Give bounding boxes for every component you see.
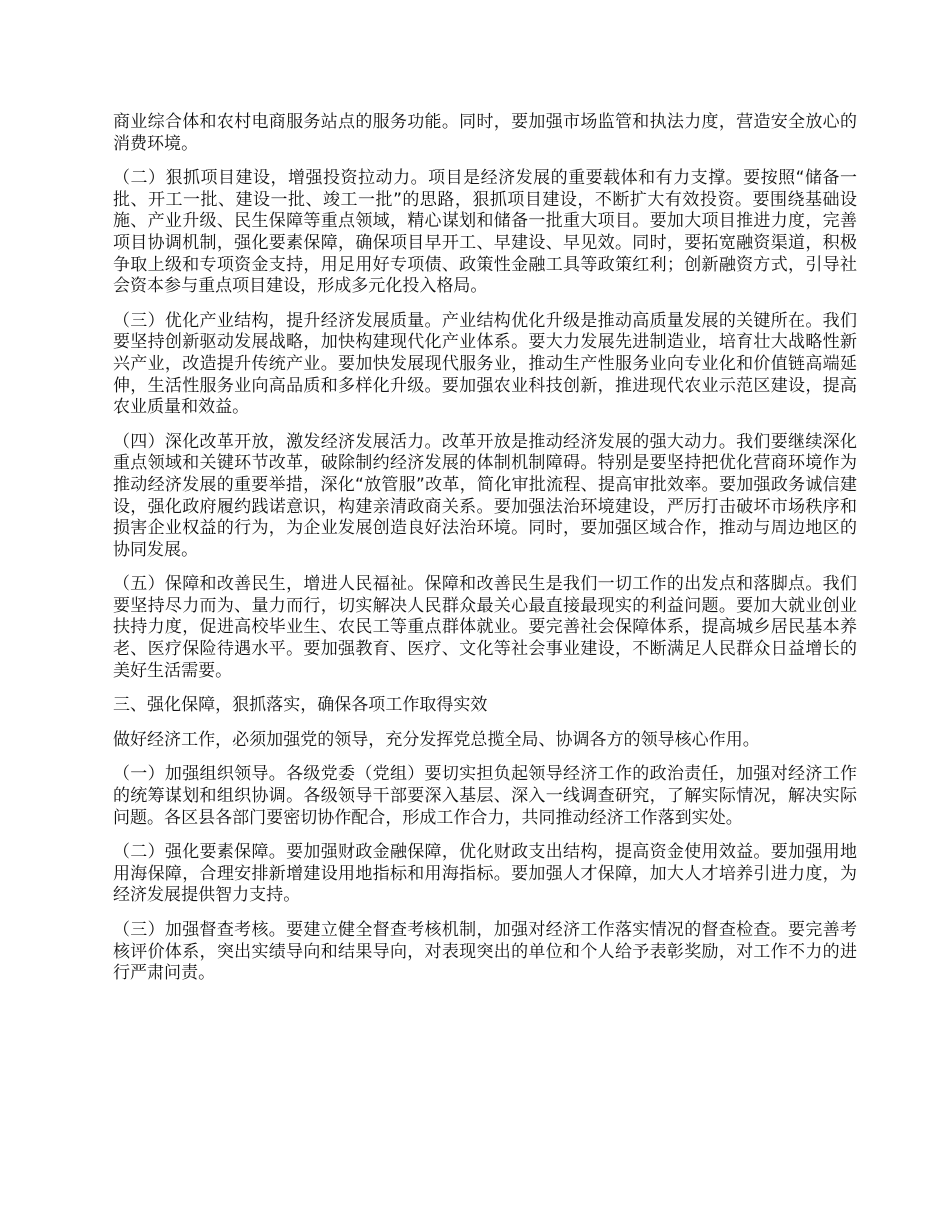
paragraph-industrial-structure: （三）优化产业结构，提升经济发展质量。产业结构优化升级是推动高质量发展的关键所在。我们要坚持创新驱动发展战略，加快构建现代化产业体系。要大力发展先进制造业，培育壮大战略性新兴产业，改造提升传统产业。要加快发展现代服务业，推动生产性服务业向专业化和价值链高端延伸，生活性服务业向高品质和多样化升级。要加强农业科技创新，推进现代农业示范区建设，提高农业质量和效益。 — [113, 310, 857, 418]
paragraph-reform-opening: （四）深化改革开放，激发经济发展活力。改革开放是推动经济发展的强大动力。我们要继续深化重点领域和关键环节改革，破除制约经济发展的体制机制障碍。特别是要坚持把优化营商环境作为推动经济发展的重要举措，深化“放管服”改革，简化审批流程、提高审批效率。要加强政务诚信建设，强化政府履约践诺意识，构建亲清政商关系。要加强法治环境建设，严厉打击破坏市场秩序和损害企业权益的行为，为企业发展创造良好法治环境。同时，要加强区域合作，推动与周边地区的协同发展。 — [113, 431, 857, 560]
paragraph-organizational-leadership: （一）加强组织领导。各级党委（党组）要切实担负起领导经济工作的政治责任，加强对经济工作的统筹谋划和组织协调。各级领导干部要深入基层、深入一线调查研究，了解实际情况，解决实际问题。各区县各部门要密切协作配合，形成工作合力，共同推动经济工作落到实处。 — [113, 764, 857, 828]
paragraph-factor-guarantee: （二）强化要素保障。要加强财政金融保障，优化财政支出结构，提高资金使用效益。要加强用地用海保障，合理安排新增建设用地指标和用海指标。要加强人才保障，加大人才培养引进力度，为经济发展提供智力支持。 — [113, 842, 857, 906]
document-body — [113, 112, 857, 998]
paragraph-party-leadership: 做好经济工作，必须加强党的领导，充分发挥党总揽全局、协调各方的领导核心作用。 — [113, 729, 760, 750]
paragraph-project-construction: （二）狠抓项目建设，增强投资拉动力。项目是经济发展的重要载体和有力支撑。要按照“储备一批、开工一批、建设一批、竣工一批”的思路，狠抓项目建设，不断扩大有效投资。要围绕基础设施、产业升级、民生保障等重点领域，精心谋划和储备一批重大项目。要加大项目推进力度，完善项目协调机制，强化要素保障，确保项目早开工、早建设、早见效。同时，要拓宽融资渠道，积极争取上级和专项资金支持，用足用好专项债、政策性金融工具等政策红利；创新融资方式，引导社会资本参与重点项目建设，形成多元化投入格局。 — [113, 168, 857, 297]
paragraph-supervision-assessment: （三）加强督查考核。要建立健全督查考核机制，加强对经济工作落实情况的督查检查。要完善考核评价体系，突出实绩导向和结果导向，对表现突出的单位和个人给予表彰奖励，对工作不力的进行严肃问责。 — [113, 920, 857, 984]
paragraph-consumption-environment: 商业综合体和农村电商服务站点的服务功能。同时，要加强市场监管和执法力度，营造安全放心的消费环境。 — [113, 112, 857, 154]
section-heading-guarantee: 三、强化保障，狠抓落实，确保各项工作取得实效 — [113, 695, 488, 716]
paragraph-livelihood: （五）保障和改善民生，增进人民福祉。保障和改善民生是我们一切工作的出发点和落脚点。我们要坚持尽力而为、量力而行，切实解决人民群众最关心最直接最现实的利益问题。要加大就业创业扶持力度，促进高校毕业生、农民工等重点群体就业。要完善社会保障体系，提高城乡居民基本养老、医疗保险待遇水平。要加强教育、医疗、文化等社会事业建设，不断满足人民群众日益增长的美好生活需要。 — [113, 574, 857, 681]
